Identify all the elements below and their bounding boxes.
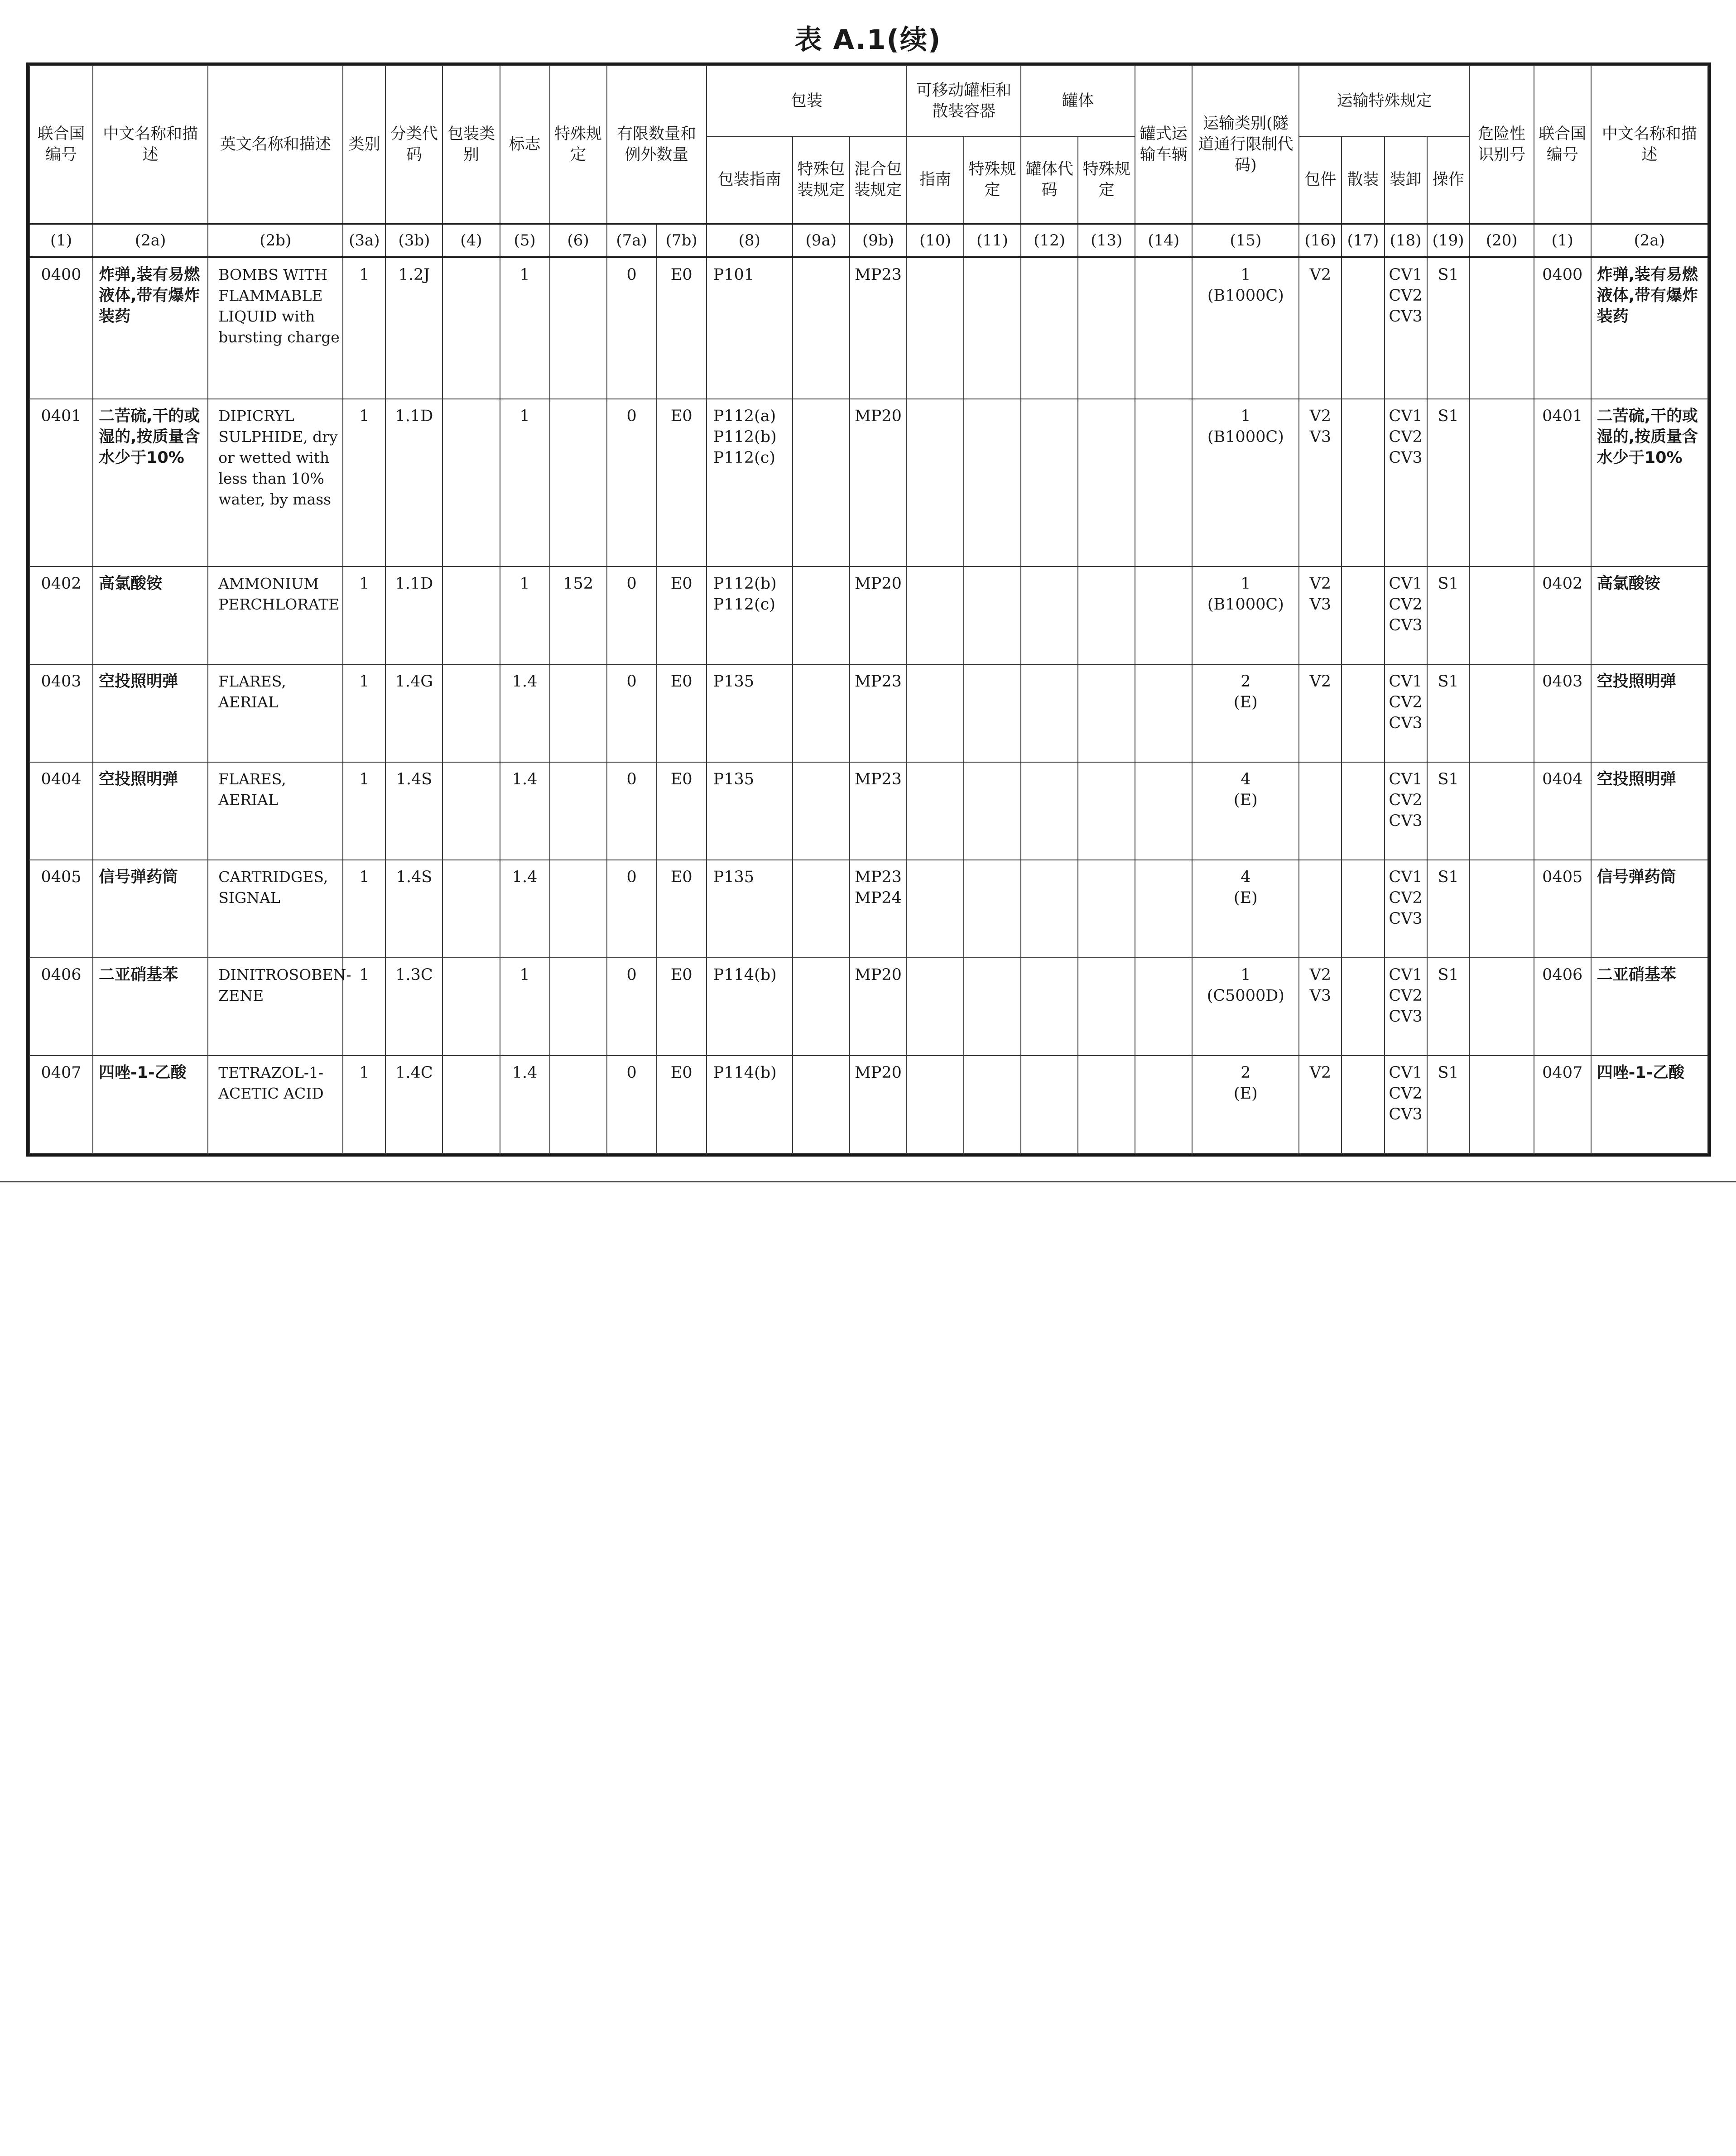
loading-cell: CV1 CV2 CV3	[1385, 257, 1427, 399]
header-bulk: 散装	[1342, 136, 1384, 224]
name-en-cell: DINITROSOBEN-ZENE	[208, 958, 343, 1056]
limited-qty-cell: 0	[607, 958, 657, 1056]
hazard-id-cell	[1470, 762, 1534, 860]
label-cell: 1.4	[500, 860, 550, 958]
tank-special-cell	[1078, 1056, 1135, 1153]
column-number: (7b)	[657, 224, 707, 257]
header-un-no-right: 联合国编号	[1534, 66, 1591, 224]
un-cell: 0402	[29, 567, 93, 664]
name-en-cell: TETRAZOL-1-ACETIC ACID	[208, 1056, 343, 1153]
header-instructions: 指南	[907, 136, 964, 224]
tank-special-cell	[1078, 257, 1135, 399]
class-cell: 1	[343, 1056, 385, 1153]
portable-instructions-cell	[907, 664, 964, 762]
header-loading: 装卸	[1385, 136, 1427, 224]
portable-instructions-cell	[907, 1056, 964, 1153]
name-zh-cell: 信号弹药筒	[93, 860, 208, 958]
label-cell: 1	[500, 958, 550, 1056]
limited-qty-cell: 0	[607, 257, 657, 399]
column-number: (11)	[964, 224, 1021, 257]
table-row	[29, 399, 1708, 567]
transport-category-cell: 4 (E)	[1192, 762, 1299, 860]
packages-cell	[1299, 762, 1342, 860]
tank-vehicle-cell	[1135, 958, 1192, 1056]
transport-category-cell: 1 (C5000D)	[1192, 958, 1299, 1056]
column-number: (6)	[550, 224, 607, 257]
pack-instructions-cell: P135	[707, 664, 793, 762]
bulk-cell	[1342, 399, 1384, 567]
packages-cell: V2	[1299, 664, 1342, 762]
label-cell: 1.4	[500, 1056, 550, 1153]
name-zh-cell: 二亚硝基苯	[93, 958, 208, 1056]
operation-cell: S1	[1427, 257, 1470, 399]
name-zh-cell: 二苦硫,干的或湿的,按质量含水少于10%	[93, 399, 208, 567]
header-transport-category: 运输类别(隧道通行限制代码)	[1192, 66, 1299, 224]
header-hazard-id: 危险性识别号	[1470, 66, 1534, 224]
column-number: (1)	[29, 224, 93, 257]
excepted-qty-cell: E0	[657, 257, 707, 399]
portable-instructions-cell	[907, 567, 964, 664]
column-number: (9b)	[850, 224, 907, 257]
pack-instructions-cell: P101	[707, 257, 793, 399]
excepted-qty-cell: E0	[657, 958, 707, 1056]
packing-group-cell	[442, 958, 500, 1056]
portable-special-cell	[964, 762, 1021, 860]
bulk-cell	[1342, 664, 1384, 762]
un-cell: 0406	[29, 958, 93, 1056]
table-row	[29, 958, 1708, 1056]
special-packing-cell	[793, 567, 850, 664]
limited-qty-cell: 0	[607, 762, 657, 860]
portable-special-cell	[964, 567, 1021, 664]
mixed-packing-cell: MP20	[850, 399, 907, 567]
column-number: (2b)	[208, 224, 343, 257]
header-tank-code: 罐体代码	[1021, 136, 1078, 224]
portable-instructions-cell	[907, 257, 964, 399]
transport-category-cell: 4 (E)	[1192, 860, 1299, 958]
tank-code-cell	[1021, 399, 1078, 567]
un-right-cell: 0402	[1534, 567, 1591, 664]
limited-qty-cell: 0	[607, 860, 657, 958]
class-cell: 1	[343, 762, 385, 860]
hazard-id-cell	[1470, 860, 1534, 958]
operation-cell: S1	[1427, 399, 1470, 567]
excepted-qty-cell: E0	[657, 399, 707, 567]
packages-cell: V2 V3	[1299, 567, 1342, 664]
column-number: (12)	[1021, 224, 1078, 257]
class-code-cell: 1.4S	[385, 860, 442, 958]
packing-group-cell	[442, 664, 500, 762]
header-mixed-packing: 混合包装规定	[850, 136, 907, 224]
portable-special-cell	[964, 664, 1021, 762]
packages-cell: V2 V3	[1299, 399, 1342, 567]
packages-cell	[1299, 860, 1342, 958]
hazard-id-cell	[1470, 567, 1534, 664]
header-row-top	[29, 66, 1708, 136]
tank-vehicle-cell	[1135, 1056, 1192, 1153]
un-cell: 0405	[29, 860, 93, 958]
header-label: 标志	[500, 66, 550, 224]
packages-cell: V2	[1299, 257, 1342, 399]
table-body	[29, 257, 1708, 1153]
tank-vehicle-cell	[1135, 664, 1192, 762]
operation-cell: S1	[1427, 1056, 1470, 1153]
hazard-id-cell	[1470, 1056, 1534, 1153]
name-zh-right-cell: 空投照明弹	[1591, 762, 1708, 860]
column-number: (8)	[707, 224, 793, 257]
excepted-qty-cell: E0	[657, 664, 707, 762]
class-code-cell: 1.3C	[385, 958, 442, 1056]
label-cell: 1	[500, 567, 550, 664]
loading-cell: CV1 CV2 CV3	[1385, 1056, 1427, 1153]
un-cell: 0407	[29, 1056, 93, 1153]
tank-special-cell	[1078, 860, 1135, 958]
table-row	[29, 860, 1708, 958]
column-number: (2a)	[1591, 224, 1708, 257]
header-packing-group: 包装类别	[442, 66, 500, 224]
mixed-packing-cell: MP20	[850, 1056, 907, 1153]
special-provisions-cell: 152	[550, 567, 607, 664]
packages-cell: V2 V3	[1299, 958, 1342, 1056]
class-code-cell: 1.2J	[385, 257, 442, 399]
operation-cell: S1	[1427, 664, 1470, 762]
special-provisions-cell	[550, 257, 607, 399]
portable-special-cell	[964, 257, 1021, 399]
special-packing-cell	[793, 860, 850, 958]
un-cell: 0401	[29, 399, 93, 567]
pack-instructions-cell: P114(b)	[707, 1056, 793, 1153]
tank-vehicle-cell	[1135, 567, 1192, 664]
special-provisions-cell	[550, 762, 607, 860]
pack-instructions-cell: P135	[707, 762, 793, 860]
column-number: (3a)	[343, 224, 385, 257]
mixed-packing-cell: MP20	[850, 958, 907, 1056]
portable-special-cell	[964, 958, 1021, 1056]
class-code-cell: 1.1D	[385, 567, 442, 664]
header-packages: 包件	[1299, 136, 1342, 224]
excepted-qty-cell: E0	[657, 762, 707, 860]
name-en-cell: DIPICRYL SULPHIDE, dry or wetted with less than 10% water, by mass	[208, 399, 343, 567]
limited-qty-cell: 0	[607, 664, 657, 762]
special-packing-cell	[793, 958, 850, 1056]
label-cell: 1	[500, 257, 550, 399]
un-cell: 0403	[29, 664, 93, 762]
mixed-packing-cell: MP23	[850, 762, 907, 860]
un-right-cell: 0400	[1534, 257, 1591, 399]
header-tanks: 罐体	[1021, 66, 1135, 136]
portable-instructions-cell	[907, 762, 964, 860]
column-number: (1)	[1534, 224, 1591, 257]
tank-code-cell	[1021, 664, 1078, 762]
portable-special-cell	[964, 860, 1021, 958]
column-number: (20)	[1470, 224, 1534, 257]
tank-vehicle-cell	[1135, 257, 1192, 399]
loading-cell: CV1 CV2 CV3	[1385, 860, 1427, 958]
un-right-cell: 0405	[1534, 860, 1591, 958]
un-right-cell: 0407	[1534, 1056, 1591, 1153]
label-cell: 1.4	[500, 762, 550, 860]
special-packing-cell	[793, 1056, 850, 1153]
header-tank-vehicle: 罐式运输车辆	[1135, 66, 1192, 224]
special-packing-cell	[793, 762, 850, 860]
tank-code-cell	[1021, 257, 1078, 399]
class-cell: 1	[343, 664, 385, 762]
tank-code-cell	[1021, 958, 1078, 1056]
special-packing-cell	[793, 664, 850, 762]
column-number: (3b)	[385, 224, 442, 257]
packages-cell: V2	[1299, 1056, 1342, 1153]
name-en-cell: FLARES, AERIAL	[208, 664, 343, 762]
tank-vehicle-cell	[1135, 762, 1192, 860]
header-un-no: 联合国编号	[29, 66, 93, 224]
special-provisions-cell	[550, 399, 607, 567]
tank-vehicle-cell	[1135, 860, 1192, 958]
pack-instructions-cell: P114(b)	[707, 958, 793, 1056]
class-code-cell: 1.4C	[385, 1056, 442, 1153]
bulk-cell	[1342, 567, 1384, 664]
un-right-cell: 0406	[1534, 958, 1591, 1056]
special-packing-cell	[793, 257, 850, 399]
bulk-cell	[1342, 958, 1384, 1056]
header-name-zh: 中文名称和描述	[93, 66, 208, 224]
special-provisions-cell	[550, 664, 607, 762]
name-zh-cell: 四唑-1-乙酸	[93, 1056, 208, 1153]
name-zh-cell: 炸弹,装有易燃液体,带有爆炸装药	[93, 257, 208, 399]
name-zh-right-cell: 四唑-1-乙酸	[1591, 1056, 1708, 1153]
pack-instructions-cell: P135	[707, 860, 793, 958]
packing-group-cell	[442, 257, 500, 399]
table-row	[29, 664, 1708, 762]
header-class: 类别	[343, 66, 385, 224]
table-row	[29, 567, 1708, 664]
transport-category-cell: 1 (B1000C)	[1192, 567, 1299, 664]
hazard-id-cell	[1470, 958, 1534, 1056]
column-number: (9a)	[793, 224, 850, 257]
un-right-cell: 0404	[1534, 762, 1591, 860]
pack-instructions-cell: P112(a) P112(b) P112(c)	[707, 399, 793, 567]
tank-code-cell	[1021, 1056, 1078, 1153]
class-cell: 1	[343, 567, 385, 664]
un-cell: 0400	[29, 257, 93, 399]
name-zh-cell: 空投照明弹	[93, 664, 208, 762]
special-provisions-cell	[550, 1056, 607, 1153]
header-tank-special: 特殊规定	[1078, 136, 1135, 224]
loading-cell: CV1 CV2 CV3	[1385, 762, 1427, 860]
excepted-qty-cell: E0	[657, 1056, 707, 1153]
table-row	[29, 762, 1708, 860]
tank-special-cell	[1078, 958, 1135, 1056]
packing-group-cell	[442, 762, 500, 860]
class-code-cell: 1.1D	[385, 399, 442, 567]
special-provisions-cell	[550, 860, 607, 958]
pack-instructions-cell: P112(b) P112(c)	[707, 567, 793, 664]
name-zh-right-cell: 炸弹,装有易燃液体,带有爆炸装药	[1591, 257, 1708, 399]
tank-special-cell	[1078, 762, 1135, 860]
mixed-packing-cell: MP20	[850, 567, 907, 664]
name-zh-right-cell: 二亚硝基苯	[1591, 958, 1708, 1056]
operation-cell: S1	[1427, 567, 1470, 664]
limited-qty-cell: 0	[607, 1056, 657, 1153]
excepted-qty-cell: E0	[657, 860, 707, 958]
loading-cell: CV1 CV2 CV3	[1385, 958, 1427, 1056]
page-title: 表 A.1(续)	[794, 24, 942, 56]
mixed-packing-cell: MP23	[850, 257, 907, 399]
column-number: (2a)	[93, 224, 208, 257]
class-cell: 1	[343, 958, 385, 1056]
bulk-cell	[1342, 762, 1384, 860]
name-en-cell: CARTRIDGES, SIGNAL	[208, 860, 343, 958]
table-row	[29, 257, 1708, 399]
portable-instructions-cell	[907, 860, 964, 958]
packing-group-cell	[442, 567, 500, 664]
limited-qty-cell: 0	[607, 399, 657, 567]
dangerous-goods-table	[29, 65, 1708, 1154]
tank-special-cell	[1078, 664, 1135, 762]
header-transport-special: 运输特殊规定	[1299, 66, 1469, 136]
mixed-packing-cell: MP23 MP24	[850, 860, 907, 958]
column-number: (18)	[1385, 224, 1427, 257]
column-number: (17)	[1342, 224, 1384, 257]
bulk-cell	[1342, 257, 1384, 399]
table-row	[29, 1056, 1708, 1153]
tank-vehicle-cell	[1135, 399, 1192, 567]
portable-instructions-cell	[907, 958, 964, 1056]
header-class-code: 分类代码	[385, 66, 442, 224]
header-special-provisions: 特殊规定	[550, 66, 607, 224]
packing-group-cell	[442, 860, 500, 958]
label-cell: 1	[500, 399, 550, 567]
name-en-cell: BOMBS WITH FLAMMABLE LIQUID with bursting charge	[208, 257, 343, 399]
column-number: (4)	[442, 224, 500, 257]
un-right-cell: 0403	[1534, 664, 1591, 762]
name-zh-right-cell: 高氯酸铵	[1591, 567, 1708, 664]
header-name-zh-right: 中文名称和描述	[1591, 66, 1708, 224]
limited-qty-cell: 0	[607, 567, 657, 664]
column-number: (10)	[907, 224, 964, 257]
tank-code-cell	[1021, 860, 1078, 958]
header-special-packing: 特殊包装规定	[793, 136, 850, 224]
portable-instructions-cell	[907, 399, 964, 567]
transport-category-cell: 1 (B1000C)	[1192, 257, 1299, 399]
class-cell: 1	[343, 860, 385, 958]
loading-cell: CV1 CV2 CV3	[1385, 399, 1427, 567]
special-packing-cell	[793, 399, 850, 567]
class-cell: 1	[343, 257, 385, 399]
name-zh-right-cell: 二苦硫,干的或湿的,按质量含水少于10%	[1591, 399, 1708, 567]
packing-group-cell	[442, 399, 500, 567]
excepted-qty-cell: E0	[657, 567, 707, 664]
column-number: (13)	[1078, 224, 1135, 257]
portable-special-cell	[964, 1056, 1021, 1153]
header-limited-quantity: 有限数量和例外数量	[607, 66, 707, 224]
hazard-id-cell	[1470, 399, 1534, 567]
special-provisions-cell	[550, 958, 607, 1056]
name-en-cell: FLARES, AERIAL	[208, 762, 343, 860]
un-cell: 0404	[29, 762, 93, 860]
packing-group-cell	[442, 1056, 500, 1153]
operation-cell: S1	[1427, 762, 1470, 860]
name-zh-right-cell: 信号弹药筒	[1591, 860, 1708, 958]
header-portable-special: 特殊规定	[964, 136, 1021, 224]
mixed-packing-cell: MP23	[850, 664, 907, 762]
header-packaging: 包装	[707, 66, 907, 136]
transport-category-cell: 2 (E)	[1192, 664, 1299, 762]
label-cell: 1.4	[500, 664, 550, 762]
header-name-en: 英文名称和描述	[208, 66, 343, 224]
column-number: (5)	[500, 224, 550, 257]
hazard-id-cell	[1470, 257, 1534, 399]
page-divider	[0, 1181, 1736, 1182]
column-number: (15)	[1192, 224, 1299, 257]
class-code-cell: 1.4G	[385, 664, 442, 762]
column-number: (19)	[1427, 224, 1470, 257]
tank-code-cell	[1021, 762, 1078, 860]
tank-special-cell	[1078, 567, 1135, 664]
operation-cell: S1	[1427, 958, 1470, 1056]
header-portable-tanks: 可移动罐柜和散装容器	[907, 66, 1021, 136]
operation-cell: S1	[1427, 860, 1470, 958]
header-operation: 操作	[1427, 136, 1470, 224]
column-number: (14)	[1135, 224, 1192, 257]
name-zh-right-cell: 空投照明弹	[1591, 664, 1708, 762]
class-cell: 1	[343, 399, 385, 567]
un-right-cell: 0401	[1534, 399, 1591, 567]
transport-category-cell: 2 (E)	[1192, 1056, 1299, 1153]
name-en-cell: AMMONIUM PERCHLORATE	[208, 567, 343, 664]
loading-cell: CV1 CV2 CV3	[1385, 664, 1427, 762]
bulk-cell	[1342, 1056, 1384, 1153]
name-zh-cell: 空投照明弹	[93, 762, 208, 860]
tank-special-cell	[1078, 399, 1135, 567]
column-number: (16)	[1299, 224, 1342, 257]
tank-code-cell	[1021, 567, 1078, 664]
loading-cell: CV1 CV2 CV3	[1385, 567, 1427, 664]
transport-category-cell: 1 (B1000C)	[1192, 399, 1299, 567]
class-code-cell: 1.4S	[385, 762, 442, 860]
column-number: (7a)	[607, 224, 657, 257]
column-number-row	[29, 224, 1708, 257]
portable-special-cell	[964, 399, 1021, 567]
header-pack-instructions: 包装指南	[707, 136, 793, 224]
dangerous-goods-table-frame	[26, 62, 1711, 1157]
bulk-cell	[1342, 860, 1384, 958]
name-zh-cell: 高氯酸铵	[93, 567, 208, 664]
hazard-id-cell	[1470, 664, 1534, 762]
